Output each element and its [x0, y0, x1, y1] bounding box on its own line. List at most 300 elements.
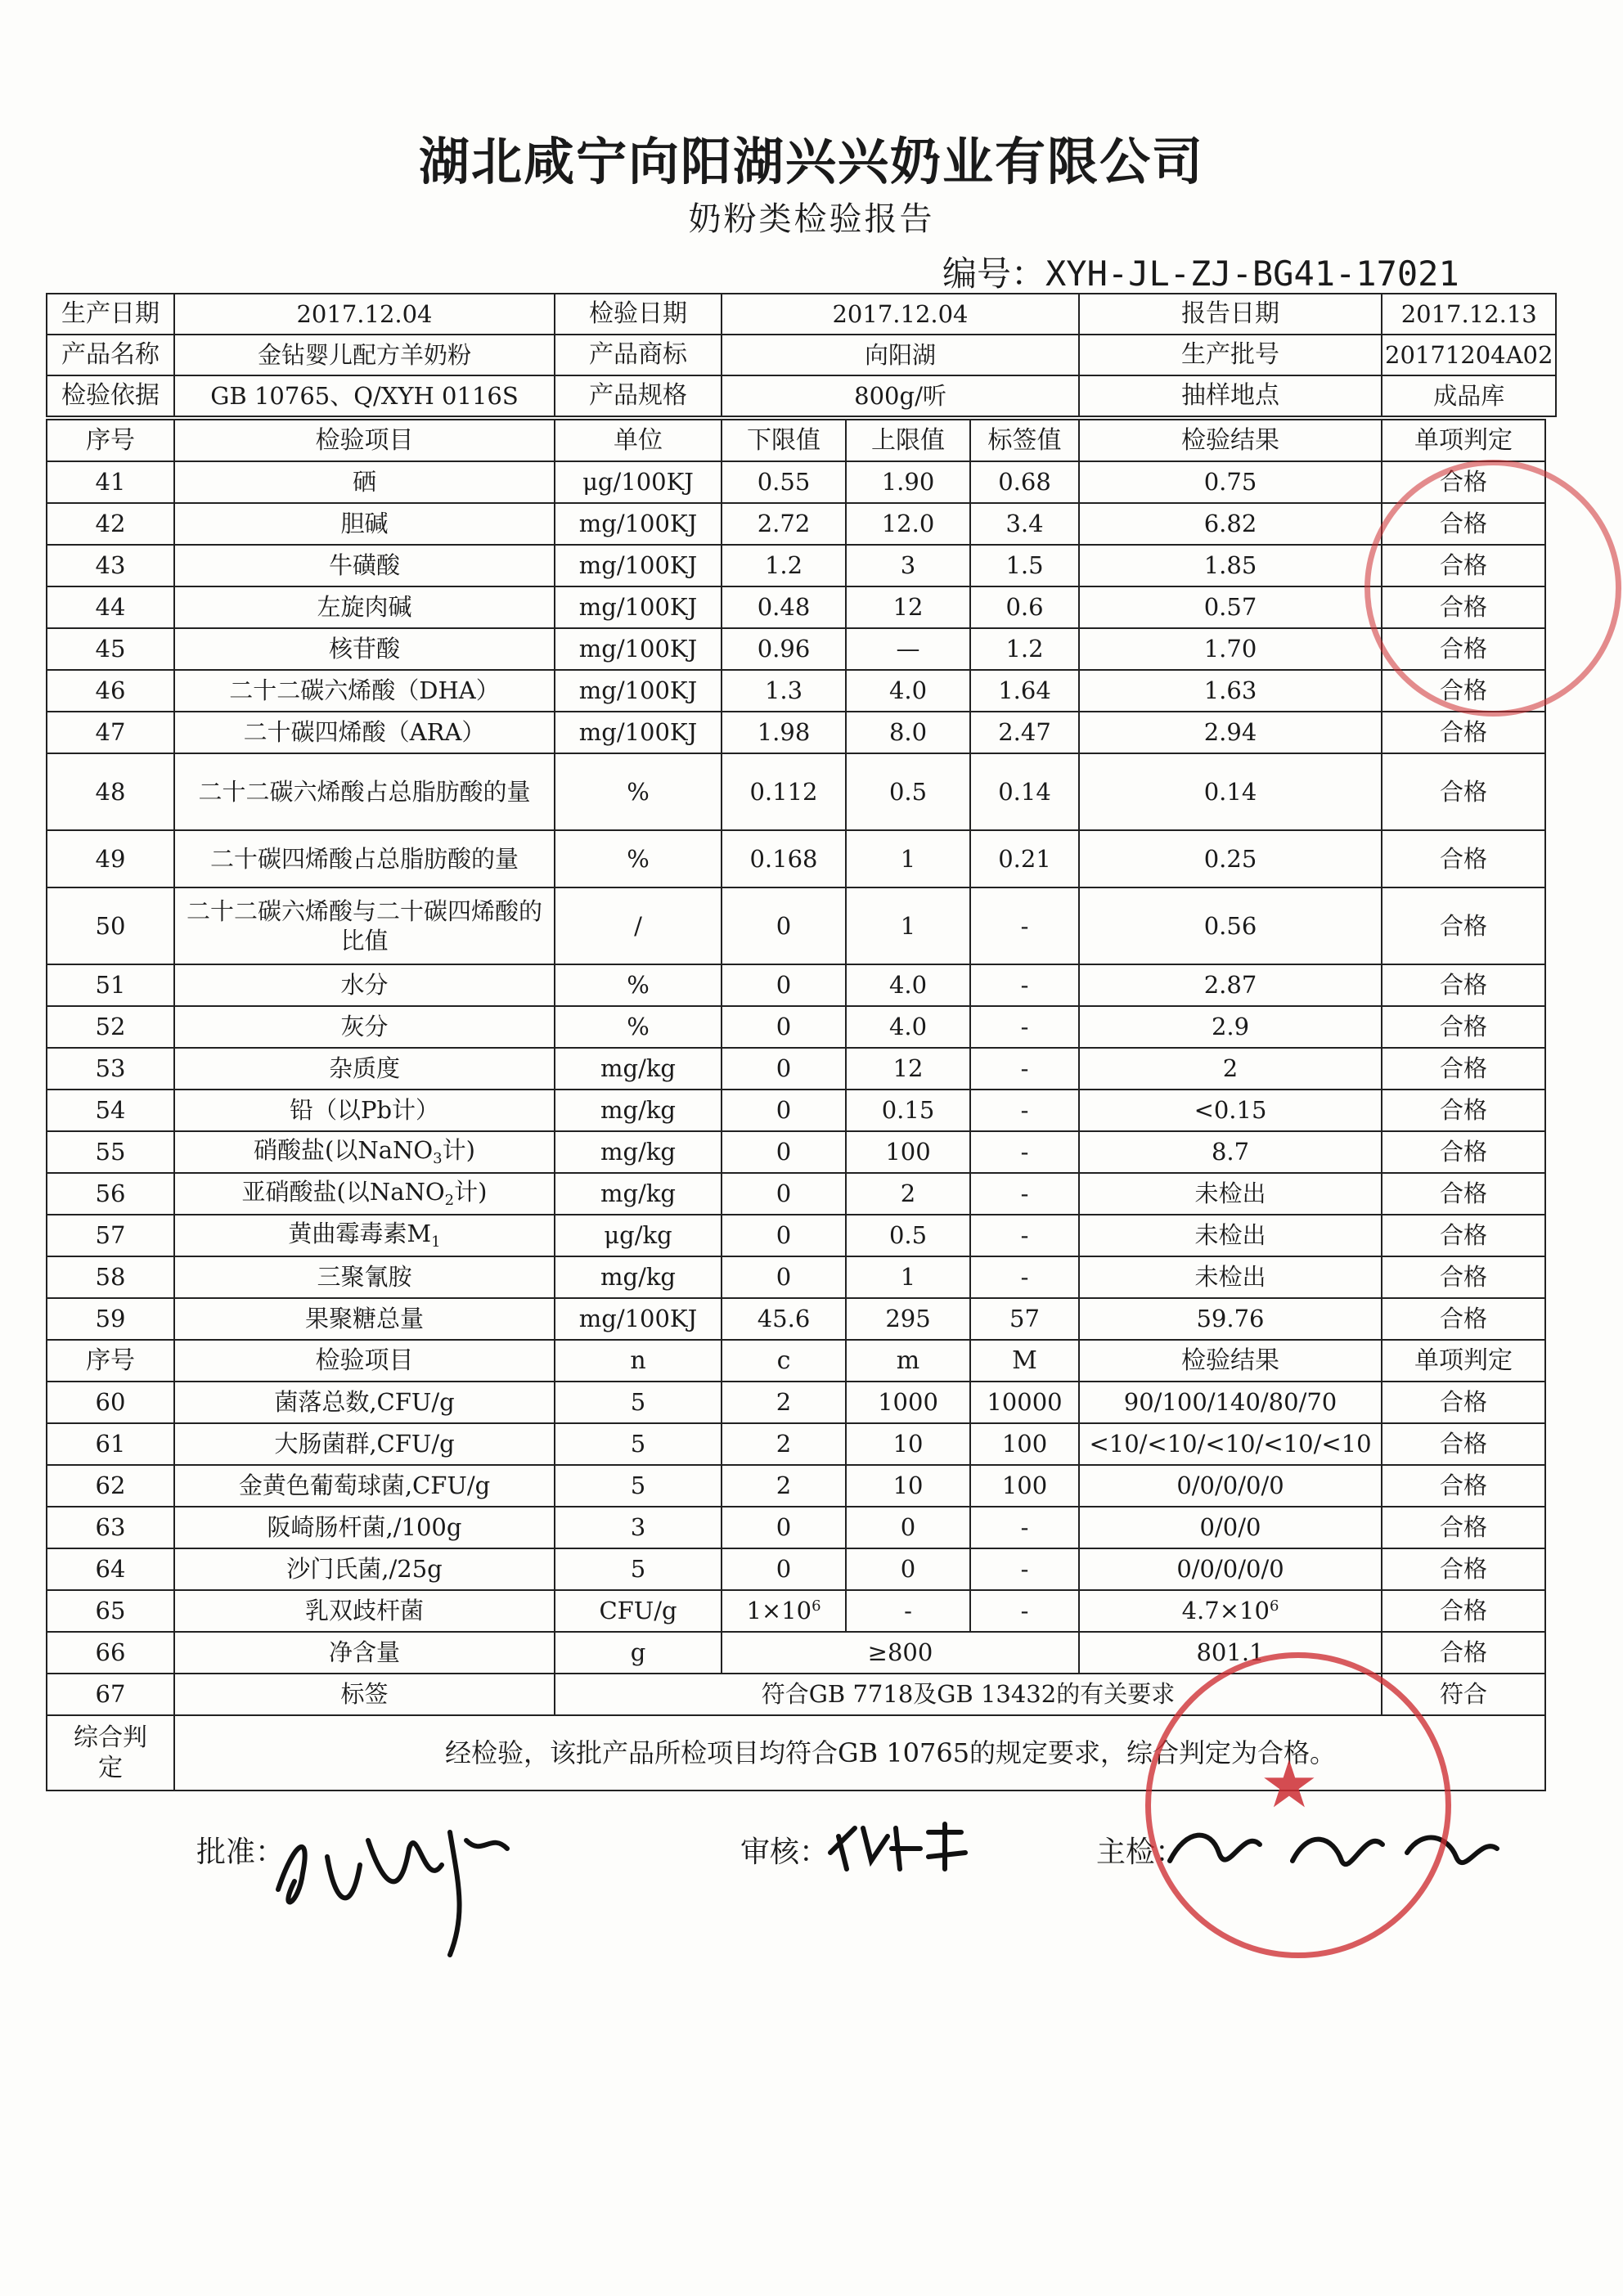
- cell-m: 10: [846, 1465, 970, 1507]
- cell-no: 56: [47, 1173, 174, 1215]
- cell-unit: CFU/g: [555, 1590, 722, 1632]
- cell-label: -: [970, 1006, 1079, 1048]
- approver-signature: [262, 1791, 524, 1971]
- cell-verdict: 合格: [1382, 461, 1545, 503]
- cell-verdict: 合格: [1382, 1548, 1545, 1590]
- cell-item: 二十二碳六烯酸（DHA）: [174, 670, 555, 712]
- cell-result: 2.94: [1079, 712, 1382, 753]
- cell-no: 50: [47, 887, 174, 964]
- production-date-label: 生产日期: [47, 294, 174, 335]
- cell-high: 12.0: [846, 503, 970, 545]
- column-header: n: [555, 1340, 722, 1382]
- document-number-value: XYH-JL-ZJ-BG41-17021: [1045, 254, 1459, 294]
- cell-label: -: [970, 887, 1079, 964]
- reviewer-signature: [822, 1812, 978, 1877]
- cell-item: 牛磺酸: [174, 545, 555, 586]
- cell-low: 0.112: [722, 753, 846, 830]
- chem-header-group: [47, 420, 1545, 461]
- cell-item: 灰分: [174, 1006, 555, 1048]
- report-date-label: 报告日期: [1079, 294, 1382, 335]
- cell-label: -: [970, 1090, 1079, 1131]
- cell-m: 100: [970, 1465, 1079, 1507]
- cell-item: 乳双歧杆菌: [174, 1590, 555, 1632]
- basis-label: 检验依据: [47, 375, 174, 416]
- cell-item: 菌落总数,CFU/g: [174, 1382, 555, 1423]
- cell-label: 1.2: [970, 628, 1079, 670]
- cell-low: 1.98: [722, 712, 846, 753]
- cell-label: 0.68: [970, 461, 1079, 503]
- cell-high: 3: [846, 545, 970, 586]
- cell-no: 49: [47, 830, 174, 887]
- cell-low: [722, 1590, 846, 1632]
- cell-label: -: [970, 964, 1079, 1006]
- document-number: [942, 247, 1459, 296]
- cell-low: 0: [722, 1048, 846, 1090]
- cell-item: 净含量: [174, 1632, 555, 1674]
- seal-star-icon: ★: [1260, 1746, 1319, 1822]
- table-header-row: [47, 1340, 1545, 1382]
- cell-high: 100: [846, 1131, 970, 1173]
- sampling-label: 抽样地点: [1079, 375, 1382, 416]
- cell-no: 63: [47, 1507, 174, 1548]
- table-row: [47, 545, 1545, 586]
- low-base: 1×10: [746, 1597, 812, 1625]
- column-header: 上限值: [846, 420, 970, 461]
- cell-result: 2.87: [1079, 964, 1382, 1006]
- cell-verdict: 合格: [1382, 964, 1545, 1006]
- cell-n: 5: [555, 1423, 722, 1465]
- cell-verdict: 合格: [1382, 1632, 1545, 1674]
- cell-high: -: [846, 1590, 970, 1632]
- cell-n: 5: [555, 1465, 722, 1507]
- report-date-value: 2017.12.13: [1382, 294, 1556, 335]
- table-row: [47, 887, 1545, 964]
- column-header: 检验项目: [174, 420, 555, 461]
- batch-label: 生产批号: [1079, 335, 1382, 375]
- info-row: [47, 335, 1556, 375]
- table-row: [47, 1590, 1545, 1632]
- cell-m: 100: [970, 1423, 1079, 1465]
- cell-label: -: [970, 1590, 1079, 1632]
- cell-result: 801.1: [1079, 1632, 1382, 1674]
- table-row: [47, 830, 1545, 887]
- cell-low: 0: [722, 1006, 846, 1048]
- cell-c: 2: [722, 1382, 846, 1423]
- cell-unit: mg/100KJ: [555, 670, 722, 712]
- table-row: [47, 1382, 1545, 1423]
- extra-rows-group: [47, 1590, 1545, 1791]
- cell-verdict: 合格: [1382, 1048, 1545, 1090]
- cell-result: 未检出: [1079, 1173, 1382, 1215]
- cell-result: 0.14: [1079, 753, 1382, 830]
- cell-m: 1000: [846, 1382, 970, 1423]
- cell-verdict: 合格: [1382, 1090, 1545, 1131]
- cell-m: 0: [846, 1507, 970, 1548]
- cell-item: 果聚糖总量: [174, 1298, 555, 1340]
- low-exponent: 6: [812, 1597, 821, 1615]
- cell-item: [174, 1215, 555, 1256]
- item-tail: 计): [454, 1178, 488, 1206]
- cell-item: 二十二碳六烯酸占总脂肪酸的量: [174, 753, 555, 830]
- info-row: [47, 375, 1556, 416]
- cell-result: 6.82: [1079, 503, 1382, 545]
- cell-low: 0: [722, 1131, 846, 1173]
- item-text: 亚硝酸盐(以NaNO: [241, 1178, 445, 1206]
- approve-label: 批准：: [196, 1835, 285, 1869]
- cell-label: 2.47: [970, 712, 1079, 753]
- cell-no: 64: [47, 1548, 174, 1590]
- cell-verdict: 合格: [1382, 1507, 1545, 1548]
- table-row: [47, 964, 1545, 1006]
- cell-no: 62: [47, 1465, 174, 1507]
- cell-result: [1079, 1590, 1382, 1632]
- cell-high: 1: [846, 887, 970, 964]
- conclusion-label: 综合判定: [47, 1715, 174, 1791]
- cell-result: 0.56: [1079, 887, 1382, 964]
- cell-low: 0: [722, 964, 846, 1006]
- cell-no: 59: [47, 1298, 174, 1340]
- column-header: 下限值: [722, 420, 846, 461]
- cell-item: 硒: [174, 461, 555, 503]
- cell-low: 1.2: [722, 545, 846, 586]
- cell-no: 57: [47, 1215, 174, 1256]
- basis-value: GB 10765、Q/XYH 0116S: [174, 375, 555, 416]
- cell-no: 46: [47, 670, 174, 712]
- item-text: 黄曲霉毒素M: [288, 1220, 432, 1248]
- cell-unit: mg/100KJ: [555, 1298, 722, 1340]
- cell-low: 0.48: [722, 586, 846, 628]
- cell-high: 4.0: [846, 1006, 970, 1048]
- cell-result: 1.63: [1079, 670, 1382, 712]
- cell-low: 0.96: [722, 628, 846, 670]
- column-header: m: [846, 1340, 970, 1382]
- cell-item: 水分: [174, 964, 555, 1006]
- column-header: c: [722, 1340, 846, 1382]
- sampling-value: 成品库: [1382, 375, 1556, 416]
- cell-verdict: 合格: [1382, 503, 1545, 545]
- cell-item: 铅（以Pb计）: [174, 1090, 555, 1131]
- cell-label: -: [970, 1048, 1079, 1090]
- cell-high: 0.15: [846, 1090, 970, 1131]
- result-base: 4.7×10: [1181, 1597, 1270, 1625]
- cell-no: 42: [47, 503, 174, 545]
- cell-item: 三聚氰胺: [174, 1256, 555, 1298]
- cell-unit: mg/kg: [555, 1048, 722, 1090]
- cell-no: 60: [47, 1382, 174, 1423]
- cell-verdict: 合格: [1382, 1173, 1545, 1215]
- table-row: [47, 670, 1545, 712]
- cell-result: 0/0/0: [1079, 1507, 1382, 1548]
- cell-no: 55: [47, 1131, 174, 1173]
- company-name: 湖北咸宁向阳湖兴兴奶业有限公司: [418, 132, 1204, 191]
- report-title: 奶粉类检验报告: [688, 200, 935, 238]
- item-text: 硝酸盐(以NaNO: [254, 1136, 434, 1165]
- cell-high: 2: [846, 1173, 970, 1215]
- cell-n: 5: [555, 1548, 722, 1590]
- cell-label: -: [970, 1256, 1079, 1298]
- cell-verdict: 合格: [1382, 830, 1545, 887]
- cell-no: 61: [47, 1423, 174, 1465]
- cell-m: -: [970, 1548, 1079, 1590]
- cell-no: 48: [47, 753, 174, 830]
- column-header: 单位: [555, 420, 722, 461]
- cell-high: 0.5: [846, 753, 970, 830]
- cell-unit: %: [555, 1006, 722, 1048]
- item-subscript: 1: [431, 1233, 441, 1251]
- cell-verdict: 合格: [1382, 586, 1545, 628]
- cell-no: 41: [47, 461, 174, 503]
- cell-unit: %: [555, 830, 722, 887]
- item-subscript: 3: [433, 1150, 443, 1168]
- cell-no: 65: [47, 1590, 174, 1632]
- cell-high: 8.0: [846, 712, 970, 753]
- cell-unit: mg/100KJ: [555, 628, 722, 670]
- cell-m: 10: [846, 1423, 970, 1465]
- cell-high: 1: [846, 1256, 970, 1298]
- cell-result: 未检出: [1079, 1256, 1382, 1298]
- cell-item: 左旋肉碱: [174, 586, 555, 628]
- production-date-value: 2017.12.04: [174, 294, 555, 335]
- cell-label: 1.5: [970, 545, 1079, 586]
- cell-verdict: 合格: [1382, 1006, 1545, 1048]
- cell-label: 0.14: [970, 753, 1079, 830]
- column-header: 单项判定: [1382, 420, 1545, 461]
- cell-unit: mg/100KJ: [555, 712, 722, 753]
- cell-result: <0.15: [1079, 1090, 1382, 1131]
- cell-spec: 符合GB 7718及GB 13432的有关要求: [555, 1674, 1382, 1715]
- cell-verdict: 合格: [1382, 545, 1545, 586]
- cell-spec: ≥800: [722, 1632, 1079, 1674]
- inspection-items-table: [46, 419, 1546, 1791]
- cell-item: [174, 1173, 555, 1215]
- cell-verdict: 合格: [1382, 628, 1545, 670]
- table-row: [47, 1048, 1545, 1090]
- cell-verdict: 合格: [1382, 1423, 1545, 1465]
- cell-verdict: 合格: [1382, 1256, 1545, 1298]
- cell-label: 57: [970, 1298, 1079, 1340]
- cell-result: 0/0/0/0/0: [1079, 1465, 1382, 1507]
- cell-low: 0.55: [722, 461, 846, 503]
- cell-item: 标签: [174, 1674, 555, 1715]
- spec-label: 产品规格: [555, 375, 722, 416]
- cell-c: 0: [722, 1548, 846, 1590]
- cell-verdict: 合格: [1382, 1215, 1545, 1256]
- cell-result: 59.76: [1079, 1298, 1382, 1340]
- table-row: [47, 753, 1545, 830]
- cell-m: -: [970, 1507, 1079, 1548]
- cell-high: 4.0: [846, 670, 970, 712]
- cell-item: 二十二碳六烯酸与二十碳四烯酸的比值: [174, 887, 555, 964]
- table-row: [47, 1423, 1545, 1465]
- column-header: 标签值: [970, 420, 1079, 461]
- cell-verdict: 合格: [1382, 887, 1545, 964]
- cell-result: 2.9: [1079, 1006, 1382, 1048]
- cell-result: 1.85: [1079, 545, 1382, 586]
- cell-no: 45: [47, 628, 174, 670]
- cell-no: 47: [47, 712, 174, 753]
- cell-label: 1.64: [970, 670, 1079, 712]
- cell-item: 胆碱: [174, 503, 555, 545]
- cell-result: <10/<10/<10/<10/<10: [1079, 1423, 1382, 1465]
- cell-unit: mg/100KJ: [555, 586, 722, 628]
- result-exponent: 6: [1269, 1597, 1279, 1615]
- table-row: [47, 1632, 1545, 1674]
- cell-result: 2: [1079, 1048, 1382, 1090]
- chem-rows-group: [47, 461, 1545, 1340]
- table-row: [47, 1215, 1545, 1256]
- cell-result: 未检出: [1079, 1215, 1382, 1256]
- cell-unit: g: [555, 1632, 722, 1674]
- cell-result: 0.25: [1079, 830, 1382, 887]
- cell-low: 0: [722, 887, 846, 964]
- table-row: [47, 503, 1545, 545]
- cell-verdict: 合格: [1382, 1465, 1545, 1507]
- cell-item: 阪崎肠杆菌,/100g: [174, 1507, 555, 1548]
- cell-no: 43: [47, 545, 174, 586]
- cell-high: 4.0: [846, 964, 970, 1006]
- cell-label: 0.21: [970, 830, 1079, 887]
- cell-m: 0: [846, 1548, 970, 1590]
- cell-item: [174, 1131, 555, 1173]
- cell-no: 53: [47, 1048, 174, 1090]
- inspector-signatures: [1162, 1812, 1505, 1885]
- cell-high: —: [846, 628, 970, 670]
- table-row: [47, 1256, 1545, 1298]
- product-name-value: 金钻婴儿配方羊奶粉: [174, 335, 555, 375]
- inspection-date-value: 2017.12.04: [722, 294, 1079, 335]
- cell-result: 8.7: [1079, 1131, 1382, 1173]
- column-header: 序号: [47, 1340, 174, 1382]
- cell-low: 0: [722, 1090, 846, 1131]
- table-row: [47, 586, 1545, 628]
- cell-no: 58: [47, 1256, 174, 1298]
- cell-low: 2.72: [722, 503, 846, 545]
- column-header: 检验结果: [1079, 1340, 1382, 1382]
- table-row: [47, 628, 1545, 670]
- cell-unit: %: [555, 964, 722, 1006]
- info-row: [47, 294, 1556, 335]
- cell-item: 二十碳四烯酸占总脂肪酸的量: [174, 830, 555, 887]
- cell-unit: μg/kg: [555, 1215, 722, 1256]
- cell-low: 0: [722, 1215, 846, 1256]
- table-row: [47, 1548, 1545, 1590]
- column-header: 序号: [47, 420, 174, 461]
- cell-no: 51: [47, 964, 174, 1006]
- conclusion-row: [47, 1715, 1545, 1791]
- cell-item: 大肠菌群,CFU/g: [174, 1423, 555, 1465]
- spec-value: 800g/听: [722, 375, 1079, 416]
- cell-unit: mg/kg: [555, 1256, 722, 1298]
- cell-low: 1.3: [722, 670, 846, 712]
- cell-verdict: 合格: [1382, 1590, 1545, 1632]
- cell-verdict: 合格: [1382, 1382, 1545, 1423]
- table-header-row: [47, 420, 1545, 461]
- cell-no: 66: [47, 1632, 174, 1674]
- table-row: [47, 461, 1545, 503]
- cell-low: 0: [722, 1173, 846, 1215]
- batch-value: 20171204A02: [1382, 335, 1556, 375]
- document-number-label: 编号：: [942, 254, 1046, 294]
- cell-unit: /: [555, 887, 722, 964]
- product-name-label: 产品名称: [47, 335, 174, 375]
- cell-no: 52: [47, 1006, 174, 1048]
- table-row: [47, 1173, 1545, 1215]
- table-row: [47, 1298, 1545, 1340]
- cell-verdict: 合格: [1382, 712, 1545, 753]
- cell-item: 杂质度: [174, 1048, 555, 1090]
- cell-result: 0.57: [1079, 586, 1382, 628]
- table-row: [47, 1507, 1545, 1548]
- cell-high: 1.90: [846, 461, 970, 503]
- trademark-label: 产品商标: [555, 335, 722, 375]
- table-row: [47, 1006, 1545, 1048]
- micro-header-group: [47, 1340, 1545, 1382]
- cell-unit: μg/100KJ: [555, 461, 722, 503]
- cell-result: 0/0/0/0/0: [1079, 1548, 1382, 1590]
- cell-low: 45.6: [722, 1298, 846, 1340]
- cell-n: 3: [555, 1507, 722, 1548]
- cell-unit: mg/kg: [555, 1173, 722, 1215]
- cell-label: 3.4: [970, 503, 1079, 545]
- table-row: [47, 1465, 1545, 1507]
- cell-verdict: 合格: [1382, 1298, 1545, 1340]
- column-header: 检验项目: [174, 1340, 555, 1382]
- cell-unit: %: [555, 753, 722, 830]
- cell-label: -: [970, 1173, 1079, 1215]
- cell-n: 5: [555, 1382, 722, 1423]
- micro-rows-group: [47, 1382, 1545, 1590]
- cell-m: 10000: [970, 1382, 1079, 1423]
- cell-c: 0: [722, 1507, 846, 1548]
- cell-no: 54: [47, 1090, 174, 1131]
- cell-item: 沙门氏菌,/25g: [174, 1548, 555, 1590]
- cell-result: 1.70: [1079, 628, 1382, 670]
- column-header: 检验结果: [1079, 420, 1382, 461]
- cell-high: 1: [846, 830, 970, 887]
- cell-result: 0.75: [1079, 461, 1382, 503]
- column-header: 单项判定: [1382, 1340, 1545, 1382]
- conclusion-text: 经检验，该批产品所检项目均符合GB 10765的规定要求，综合判定为合格。: [174, 1715, 1545, 1791]
- trademark-value: 向阳湖: [722, 335, 1079, 375]
- cell-item: 金黄色葡萄球菌,CFU/g: [174, 1465, 555, 1507]
- column-header: M: [970, 1340, 1079, 1382]
- table-row: [47, 1674, 1545, 1715]
- cell-verdict: 符合: [1382, 1674, 1545, 1715]
- cell-low: 0.168: [722, 830, 846, 887]
- inspector-label: 主检：: [1096, 1835, 1185, 1869]
- cell-label: -: [970, 1215, 1079, 1256]
- cell-verdict: 合格: [1382, 753, 1545, 830]
- cell-unit: mg/100KJ: [555, 545, 722, 586]
- cell-result: 90/100/140/80/70: [1079, 1382, 1382, 1423]
- cell-high: 12: [846, 586, 970, 628]
- table-row: [47, 712, 1545, 753]
- cell-c: 2: [722, 1465, 846, 1507]
- item-tail: 计): [442, 1136, 475, 1165]
- cell-verdict: 合格: [1382, 670, 1545, 712]
- cell-label: -: [970, 1131, 1079, 1173]
- cell-no: 67: [47, 1674, 174, 1715]
- cell-c: 2: [722, 1423, 846, 1465]
- item-subscript: 2: [444, 1192, 455, 1210]
- cell-no: 44: [47, 586, 174, 628]
- cell-low: 0: [722, 1256, 846, 1298]
- table-row: [47, 1131, 1545, 1173]
- cell-unit: mg/kg: [555, 1090, 722, 1131]
- cell-unit: mg/100KJ: [555, 503, 722, 545]
- product-info-table: [46, 293, 1557, 417]
- cell-high: 0.5: [846, 1215, 970, 1256]
